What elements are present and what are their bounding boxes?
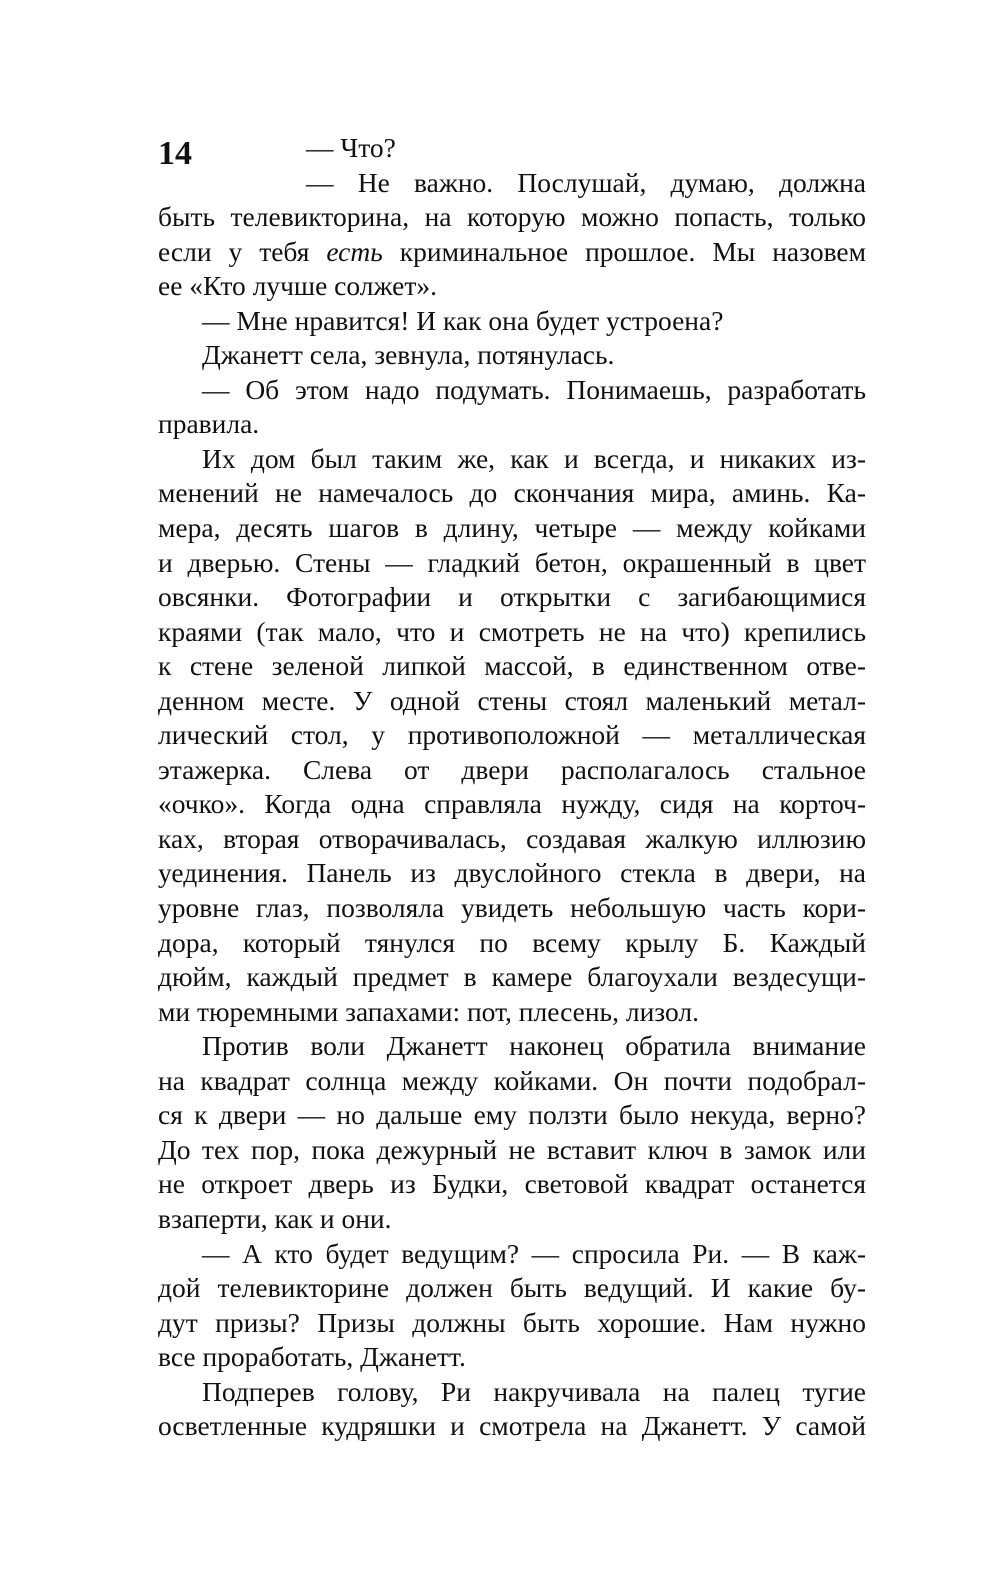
text-line: дора, который тянулся по всему крылу Б. Каждый [158,926,866,958]
text-line: — Мне нравится! И как она будет устроена? [202,304,724,336]
text-line: Против воли Джанетт наконец обратила внимание [202,1030,866,1062]
text-line: краями (так мало, что и смотреть не на что) крепились [158,615,866,647]
text-line: этажерка. Слева от двери располагалось стальное [158,753,866,785]
text-line: взаперти, как и они. [158,1202,392,1234]
text-line: овсянки. Фотографии и открытки с загибающимися [158,581,866,613]
text-line: осветленные кудряшки и смотрела на Джанетт. У самой [158,1410,866,1442]
text-line: правила. [158,408,260,440]
text-line: Джанетт села, зевнула, потянулась. [202,339,615,371]
page-number: 14 [158,135,192,172]
text-line: ках, вторая отворачивалась, создавая жалкую иллюзию [158,822,866,854]
text-line: — Не важно. Послушай, думаю, должна [306,166,866,198]
text-fragment: криминальное прошлое. Мы назовем [382,235,867,267]
text-line: и дверью. Стены — гладкий бетон, окрашенный в цвет [158,546,866,578]
text-line: — Об этом надо подумать. Понимаешь, разработать [202,373,866,405]
text-line: — А кто будет ведущим? — спросила Ри. — В каж- [202,1237,866,1269]
text-line: мера, десять шагов в длину, четыре — между койками [158,512,866,544]
text-line: не откроет дверь из Будки, световой квадрат останется [158,1168,866,1200]
text-line: ее «Кто лучше солжет». [158,270,437,302]
text-line: к стене зеленой липкой массой, в единственном отве- [158,650,866,682]
text-line: быть телевикторина, на которую можно попасть, только [158,201,866,233]
body-text [158,131,866,1444]
text-line: дюйм, каждый предмет в камере благоухали вездесущи- [158,961,866,993]
text-line: денном месте. У одной стены стоял маленький метал- [158,684,866,716]
text-line: «очко». Когда одна справляла нужду, сидя на корточ- [158,788,866,820]
text-line: на квадрат солнца между койками. Он почти подобрал- [158,1064,866,1096]
text-line: Подперев голову, Ри накручивала на палец тугие [202,1375,866,1407]
text-line: уединения. Панель из двуслойного стекла в двери, на [158,857,866,889]
text-line: дут призы? Призы должны быть хорошие. Нам нужно [158,1306,866,1338]
text-line: До тех пор, пока дежурный не вставит ключ в замок или [158,1133,866,1165]
emphasis: есть [326,235,383,267]
text-line: лический стол, у противоположной — металлическая [158,719,866,751]
text-line: дой телевикторине должен быть ведущий. И какие бу- [158,1272,866,1304]
text-line: все проработать, Джанетт. [158,1341,466,1373]
text-line: менений не намечалось до скончания мира, аминь. Ка- [158,477,866,509]
text-line: ми тюремными запахами: пот, плесень, лизол. [158,995,699,1027]
text-fragment: если у тебя [158,235,327,267]
text-line: ся к двери — но дальше ему ползти было некуда, верно? [158,1099,866,1131]
text-line [158,235,866,270]
text-line: уровне глаз, позволяла увидеть небольшую часть кори- [158,892,866,924]
text-line: Их дом был таким же, как и всегда, и никаких из- [202,442,866,474]
text-line: — Что? [306,132,396,163]
